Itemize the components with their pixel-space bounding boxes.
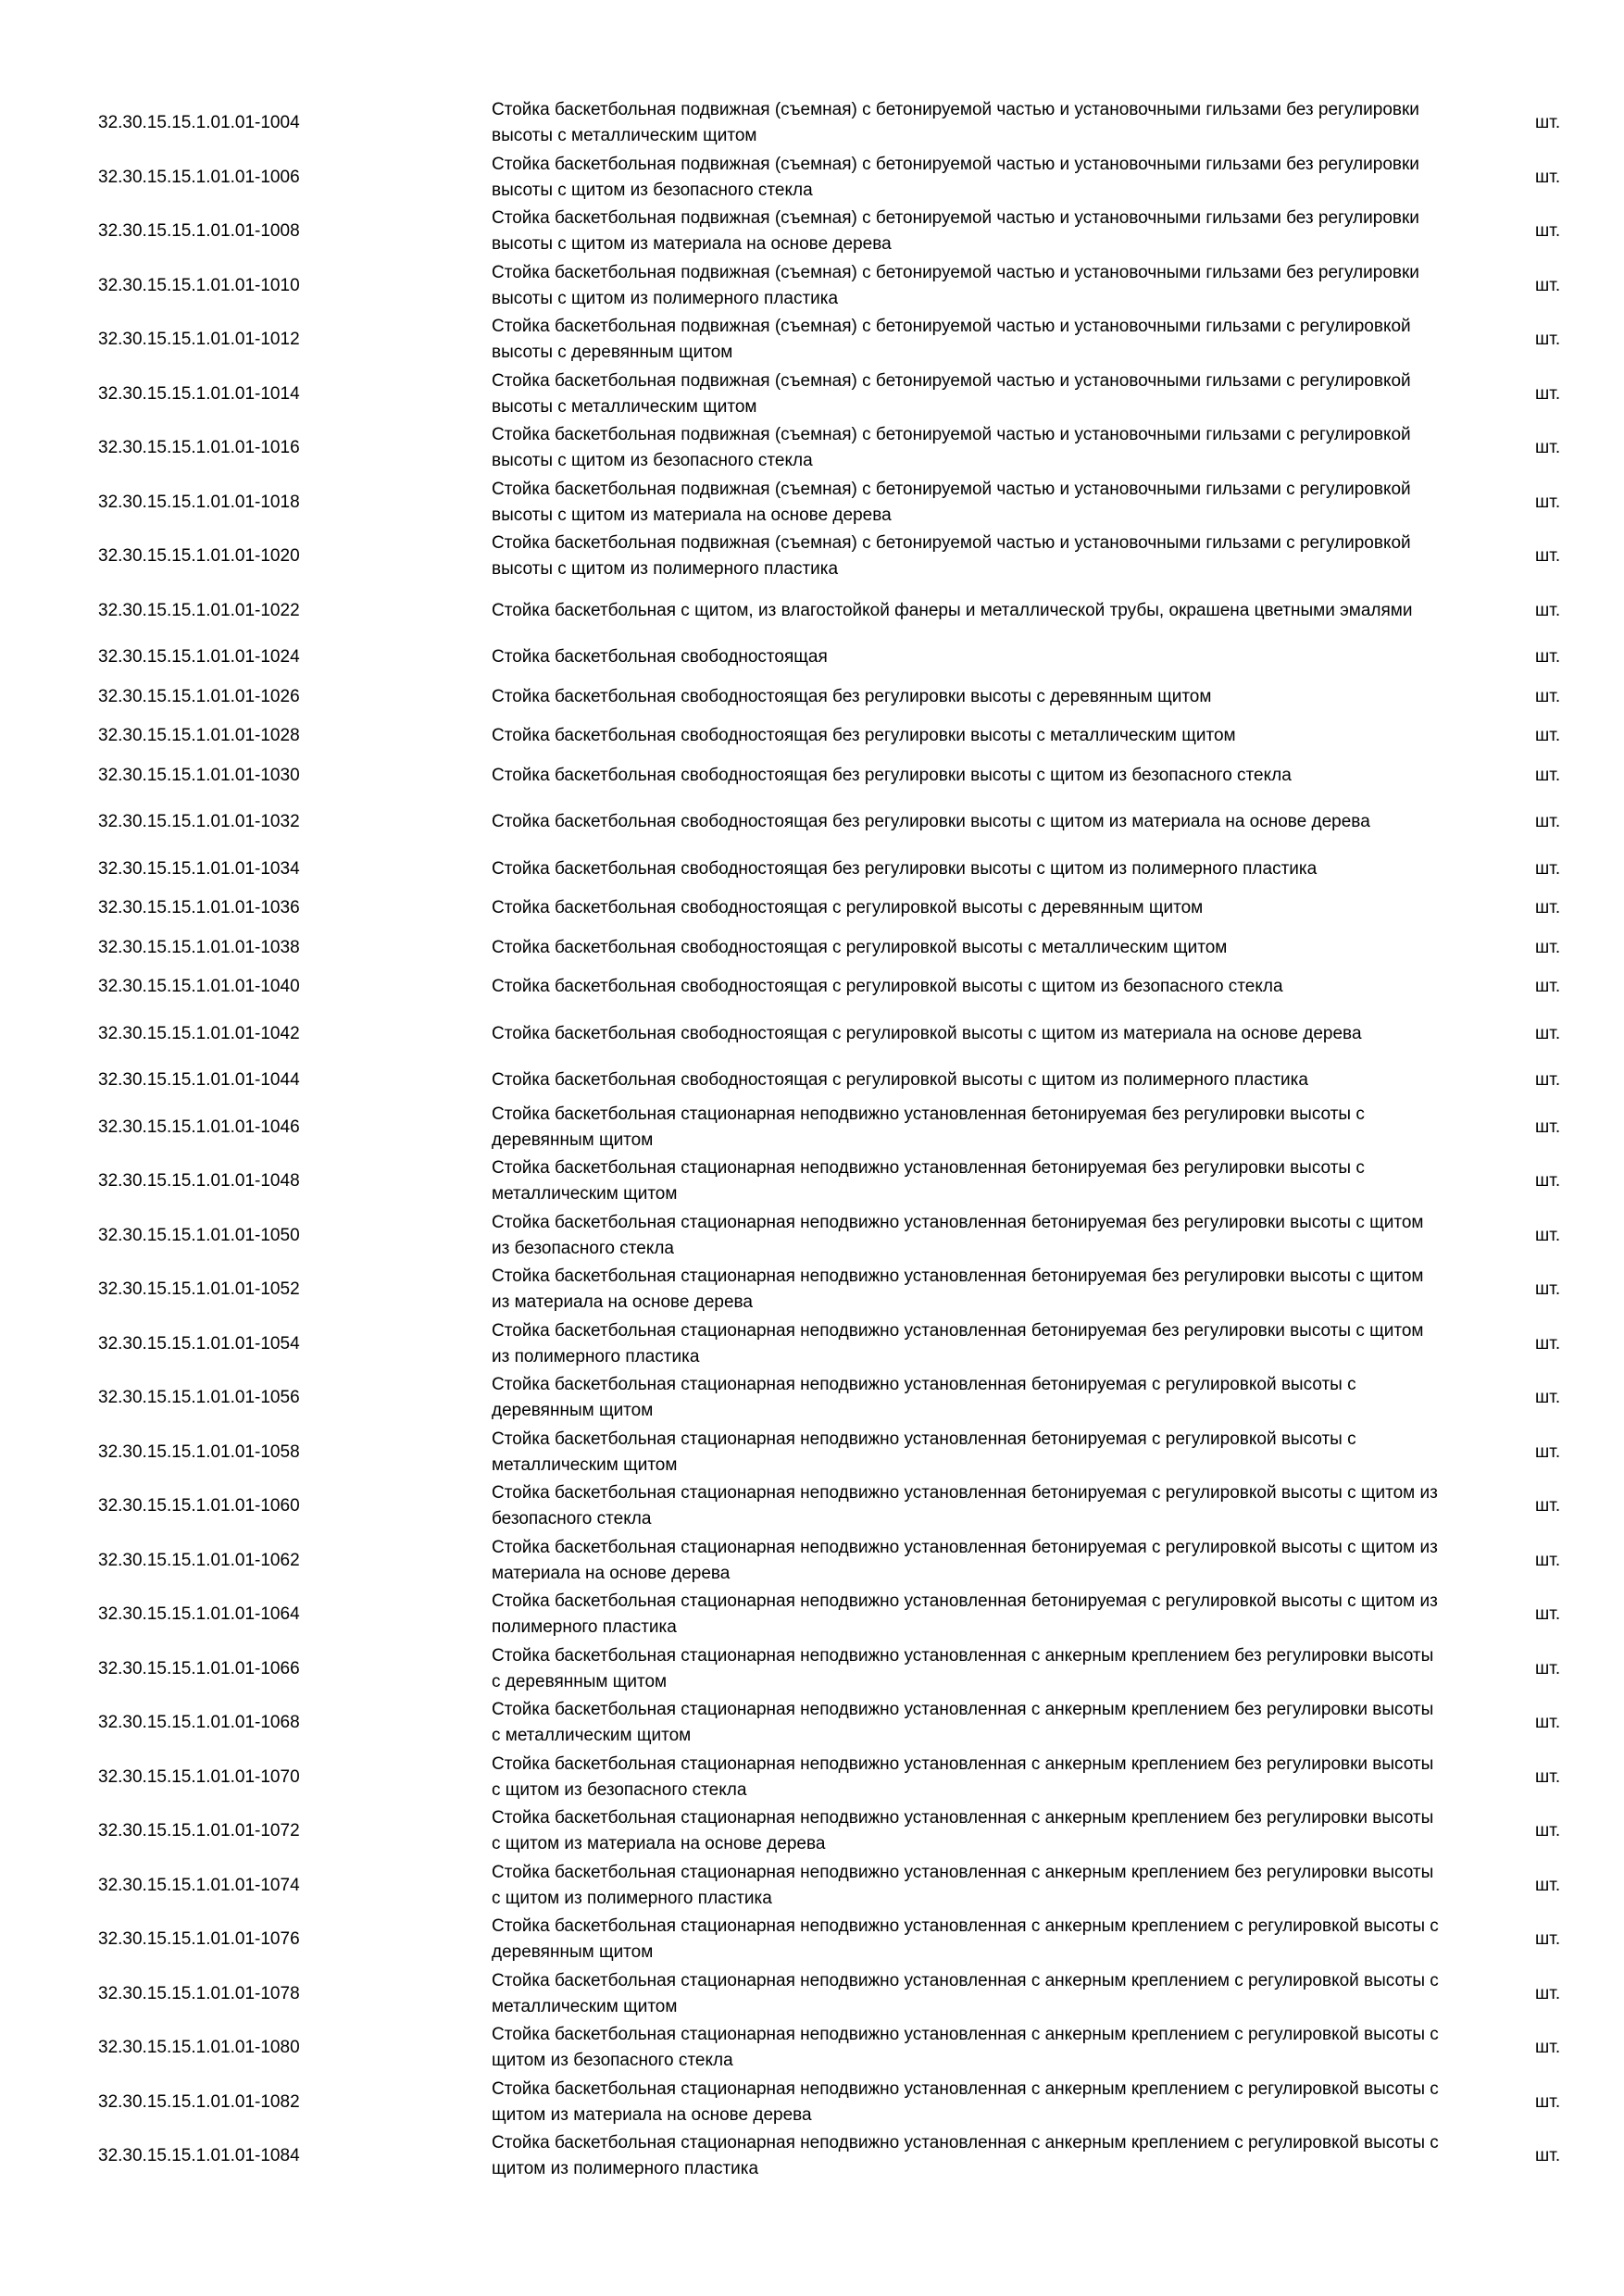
table-row — [0, 530, 1624, 584]
item-code: 32.30.15.15.1.01.01-1056 — [98, 1388, 300, 1408]
price-table — [0, 96, 1624, 2184]
item-unit: шт. — [1535, 765, 1561, 785]
table-row — [0, 638, 1624, 678]
item-description: Стойка баскетбольная стационарная неподвижно установленная бетонируемая с регулировкой высоты с щитом из безопасного стекла — [492, 1483, 1438, 1529]
table-row — [0, 1642, 1624, 1697]
item-code: 32.30.15.15.1.01.01-1042 — [98, 1023, 300, 1043]
item-unit: шт. — [1535, 1496, 1561, 1516]
table-row — [0, 1263, 1624, 1317]
item-code: 32.30.15.15.1.01.01-1060 — [98, 1496, 300, 1516]
item-description: Стойка баскетбольная с щитом, из влагостойкой фанеры и металлической трубы, окрашена цветными эмалями — [492, 600, 1413, 620]
item-description: Стойка баскетбольная подвижная (съемная) с бетонируемой частью и установочными гильзами без регулировки высоты с щитом из безопасного стекла — [492, 154, 1419, 200]
item-unit: шт. — [1535, 2146, 1561, 2166]
item-code: 32.30.15.15.1.01.01-1030 — [98, 765, 300, 785]
item-description: Стойка баскетбольная стационарная неподвижно установленная бетонируемая без регулировки высоты с щитом из безопасного стекла — [492, 1212, 1424, 1258]
item-description: Стойка баскетбольная подвижная (съемная) с бетонируемой частью и установочными гильзами без регулировки высоты с щитом из полимерного пластика — [492, 262, 1419, 308]
table-row — [0, 96, 1624, 151]
item-unit: шт. — [1535, 1333, 1561, 1354]
item-description: Стойка баскетбольная стационарная неподвижно установленная бетонируемая без регулировки высоты с щитом из полимерного пластика — [492, 1320, 1424, 1366]
item-description: Стойка баскетбольная свободностоящая с регулировкой высоты с щитом из полимерного пластика — [492, 1070, 1308, 1091]
table-row — [0, 756, 1624, 796]
item-code: 32.30.15.15.1.01.01-1034 — [98, 858, 300, 879]
item-code: 32.30.15.15.1.01.01-1076 — [98, 1929, 300, 1950]
item-unit: шт. — [1535, 1171, 1561, 1192]
item-code: 32.30.15.15.1.01.01-1082 — [98, 2091, 300, 2112]
item-code: 32.30.15.15.1.01.01-1014 — [98, 383, 300, 404]
item-code: 32.30.15.15.1.01.01-1046 — [98, 1117, 300, 1137]
item-description: Стойка баскетбольная свободностоящая без регулировки высоты с щитом из безопасного стекла — [492, 765, 1292, 785]
item-description: Стойка баскетбольная подвижная (съемная) с бетонируемой частью и установочными гильзами без регулировки высоты с металлическим щитом — [492, 100, 1419, 146]
item-description: Стойка баскетбольная стационарная неподвижно установленная с анкерным креплением с регулировкой высоты с деревянным щитом — [492, 1916, 1439, 1963]
table-row — [0, 1859, 1624, 1914]
item-unit: шт. — [1535, 977, 1561, 997]
table-row — [0, 1479, 1624, 1534]
item-unit: шт. — [1535, 113, 1561, 133]
item-code: 32.30.15.15.1.01.01-1044 — [98, 1070, 300, 1091]
item-code: 32.30.15.15.1.01.01-1032 — [98, 812, 300, 832]
table-row — [0, 1588, 1624, 1642]
item-code: 32.30.15.15.1.01.01-1040 — [98, 977, 300, 997]
item-unit: шт. — [1535, 167, 1561, 187]
table-row — [0, 2076, 1624, 2130]
item-unit: шт. — [1535, 647, 1561, 668]
table-row — [0, 151, 1624, 206]
table-row — [0, 313, 1624, 368]
table-row — [0, 476, 1624, 530]
item-code: 32.30.15.15.1.01.01-1036 — [98, 898, 300, 918]
table-row — [0, 2021, 1624, 2076]
table-row — [0, 1534, 1624, 1589]
item-code: 32.30.15.15.1.01.01-1078 — [98, 1983, 300, 2003]
item-unit: шт. — [1535, 1658, 1561, 1678]
item-description: Стойка баскетбольная стационарная неподвижно установленная с анкерным креплением с регулировкой высоты с щитом из безопасного стекла — [492, 2025, 1439, 2071]
table-row — [0, 967, 1624, 1007]
item-unit: шт. — [1535, 1766, 1561, 1787]
item-unit: шт. — [1535, 686, 1561, 706]
item-unit: шт. — [1535, 937, 1561, 957]
item-code: 32.30.15.15.1.01.01-1038 — [98, 937, 300, 957]
item-unit: шт. — [1535, 1388, 1561, 1408]
item-code: 32.30.15.15.1.01.01-1004 — [98, 113, 300, 133]
item-unit: шт. — [1535, 1070, 1561, 1091]
item-unit: шт. — [1535, 383, 1561, 404]
item-unit: шт. — [1535, 1821, 1561, 1841]
item-description: Стойка баскетбольная стационарная неподвижно установленная бетонируемая с регулировкой высоты с деревянным щитом — [492, 1375, 1356, 1421]
table-row — [0, 1371, 1624, 1426]
item-description: Стойка баскетбольная стационарная неподвижно установленная с анкерным креплением без регулировки высоты с щитом из полимерного пластика — [492, 1862, 1434, 1908]
item-description: Стойка баскетбольная стационарная неподвижно установленная с анкерным креплением без регулировки высоты с щитом из материала на основе дерева — [492, 1808, 1434, 1854]
item-code: 32.30.15.15.1.01.01-1022 — [98, 600, 300, 620]
item-unit: шт. — [1535, 2038, 1561, 2058]
table-row — [0, 795, 1624, 850]
table-row — [0, 850, 1624, 890]
item-unit: шт. — [1535, 1983, 1561, 2003]
item-unit: шт. — [1535, 1875, 1561, 1895]
table-row — [0, 889, 1624, 929]
item-description: Стойка баскетбольная стационарная неподвижно установленная бетонируемая без регулировки высоты с металлическим щитом — [492, 1158, 1365, 1204]
table-row — [0, 929, 1624, 968]
item-description: Стойка баскетбольная подвижная (съемная) с бетонируемой частью и установочными гильзами с регулировкой высоты с деревянным щитом — [492, 317, 1411, 363]
table-row — [0, 1101, 1624, 1155]
item-unit: шт. — [1535, 438, 1561, 458]
item-description: Стойка баскетбольная свободностоящая с регулировкой высоты с металлическим щитом — [492, 937, 1228, 957]
item-description: Стойка баскетбольная подвижная (съемная) с бетонируемой частью и установочными гильзами с регулировкой высоты с металлическим щитом — [492, 370, 1411, 417]
item-code: 32.30.15.15.1.01.01-1028 — [98, 726, 300, 746]
item-unit: шт. — [1535, 275, 1561, 295]
item-description: Стойка баскетбольная стационарная неподвижно установленная бетонируемая с регулировкой высоты с щитом из полимерного пластика — [492, 1591, 1438, 1638]
item-unit: шт. — [1535, 1225, 1561, 1245]
item-description: Стойка баскетбольная подвижная (съемная) с бетонируемой частью и установочными гильзами с регулировкой высоты с щитом из безопасного стекла — [492, 425, 1411, 471]
item-code: 32.30.15.15.1.01.01-1020 — [98, 546, 300, 567]
item-description: Стойка баскетбольная подвижная (съемная) с бетонируемой частью и установочными гильзами без регулировки высоты с щитом из материала на основе дерева — [492, 208, 1419, 255]
table-row — [0, 1061, 1624, 1101]
item-description: Стойка баскетбольная подвижная (съемная) с бетонируемой частью и установочными гильзами с регулировкой высоты с щитом из полимерного пластика — [492, 533, 1411, 580]
item-code: 32.30.15.15.1.01.01-1064 — [98, 1604, 300, 1625]
item-code: 32.30.15.15.1.01.01-1058 — [98, 1441, 300, 1462]
item-unit: шт. — [1535, 1929, 1561, 1950]
table-row — [0, 1209, 1624, 1264]
item-unit: шт. — [1535, 221, 1561, 242]
item-code: 32.30.15.15.1.01.01-1050 — [98, 1225, 300, 1245]
item-code: 32.30.15.15.1.01.01-1008 — [98, 221, 300, 242]
item-unit: шт. — [1535, 2091, 1561, 2112]
item-description: Стойка баскетбольная свободностоящая — [492, 647, 828, 668]
item-description: Стойка баскетбольная стационарная неподвижно установленная с анкерным креплением без регулировки высоты с деревянным щитом — [492, 1645, 1434, 1691]
item-code: 32.30.15.15.1.01.01-1016 — [98, 438, 300, 458]
table-row — [0, 205, 1624, 259]
item-description: Стойка баскетбольная свободностоящая без регулировки высоты с щитом из материала на основе дерева — [492, 812, 1370, 832]
table-row — [0, 1317, 1624, 1372]
item-unit: шт. — [1535, 1550, 1561, 1570]
item-code: 32.30.15.15.1.01.01-1080 — [98, 2038, 300, 2058]
table-row — [0, 259, 1624, 314]
item-description: Стойка баскетбольная свободностоящая с регулировкой высоты с щитом из материала на основе дерева — [492, 1023, 1362, 1043]
item-unit: шт. — [1535, 1604, 1561, 1625]
item-code: 32.30.15.15.1.01.01-1084 — [98, 2146, 300, 2166]
item-unit: шт. — [1535, 330, 1561, 350]
item-description: Стойка баскетбольная стационарная неподвижно установленная бетонируемая без регулировки высоты с деревянным щитом — [492, 1104, 1365, 1150]
item-code: 32.30.15.15.1.01.01-1074 — [98, 1875, 300, 1895]
table-row — [0, 1751, 1624, 1805]
item-code: 32.30.15.15.1.01.01-1024 — [98, 647, 300, 668]
item-code: 32.30.15.15.1.01.01-1010 — [98, 275, 300, 295]
item-code: 32.30.15.15.1.01.01-1068 — [98, 1713, 300, 1733]
item-unit: шт. — [1535, 1441, 1561, 1462]
item-description: Стойка баскетбольная свободностоящая без регулировки высоты с щитом из полимерного пластика — [492, 858, 1318, 879]
item-unit: шт. — [1535, 858, 1561, 879]
table-row — [0, 1007, 1624, 1062]
item-description: Стойка баскетбольная подвижная (съемная) с бетонируемой частью и установочными гильзами с регулировкой высоты с щитом из материала на основе дерева — [492, 479, 1411, 525]
table-row — [0, 1967, 1624, 2022]
item-unit: шт. — [1535, 726, 1561, 746]
item-unit: шт. — [1535, 812, 1561, 832]
item-code: 32.30.15.15.1.01.01-1026 — [98, 686, 300, 706]
item-description: Стойка баскетбольная стационарная неподвижно установленная бетонируемая без регулировки высоты с щитом из материала на основе дерева — [492, 1267, 1424, 1313]
item-unit: шт. — [1535, 1117, 1561, 1137]
item-description: Стойка баскетбольная свободностоящая с регулировкой высоты с деревянным щитом — [492, 898, 1204, 918]
table-row — [0, 1913, 1624, 1967]
item-code: 32.30.15.15.1.01.01-1052 — [98, 1279, 300, 1300]
item-description: Стойка баскетбольная стационарная неподвижно установленная бетонируемая с регулировкой высоты с щитом из материала на основе дерева — [492, 1537, 1438, 1583]
item-code: 32.30.15.15.1.01.01-1012 — [98, 330, 300, 350]
item-description: Стойка баскетбольная стационарная неподвижно установленная с анкерным креплением с регулировкой высоты с металлическим щитом — [492, 1970, 1439, 2016]
table-row — [0, 1426, 1624, 1480]
item-description: Стойка баскетбольная свободностоящая с регулировкой высоты с щитом из безопасного стекла — [492, 977, 1283, 997]
item-description: Стойка баскетбольная стационарная неподвижно установленная с анкерным креплением без регулировки высоты с щитом из безопасного стекла — [492, 1753, 1434, 1800]
table-row — [0, 717, 1624, 756]
item-unit: шт. — [1535, 1713, 1561, 1733]
item-description: Стойка баскетбольная свободностоящая без регулировки высоты с металлическим щитом — [492, 726, 1236, 746]
item-unit: шт. — [1535, 1279, 1561, 1300]
table-row — [0, 1696, 1624, 1751]
item-code: 32.30.15.15.1.01.01-1066 — [98, 1658, 300, 1678]
table-row — [0, 1154, 1624, 1209]
table-row — [0, 2129, 1624, 2184]
item-unit: шт. — [1535, 1023, 1561, 1043]
item-description: Стойка баскетбольная стационарная неподвижно установленная с анкерным креплением без регулировки высоты с металлическим щитом — [492, 1700, 1434, 1746]
table-row — [0, 678, 1624, 718]
item-code: 32.30.15.15.1.01.01-1072 — [98, 1821, 300, 1841]
item-unit: шт. — [1535, 898, 1561, 918]
item-description: Стойка баскетбольная свободностоящая без регулировки высоты с деревянным щитом — [492, 686, 1212, 706]
item-description: Стойка баскетбольная стационарная неподвижно установленная бетонируемая с регулировкой высоты с металлическим щитом — [492, 1429, 1356, 1475]
table-row — [0, 368, 1624, 422]
item-code: 32.30.15.15.1.01.01-1070 — [98, 1766, 300, 1787]
item-description: Стойка баскетбольная стационарная неподвижно установленная с анкерным креплением с регулировкой высоты с щитом из материала на основе дерева — [492, 2078, 1439, 2125]
table-row — [0, 421, 1624, 476]
table-row — [0, 1804, 1624, 1859]
item-description: Стойка баскетбольная стационарная неподвижно установленная с анкерным креплением с регулировкой высоты с щитом из полимерного пластика — [492, 2133, 1439, 2179]
item-code: 32.30.15.15.1.01.01-1006 — [98, 167, 300, 187]
table-row — [0, 584, 1624, 639]
item-unit: шт. — [1535, 546, 1561, 567]
item-code: 32.30.15.15.1.01.01-1018 — [98, 492, 300, 512]
item-unit: шт. — [1535, 600, 1561, 620]
item-code: 32.30.15.15.1.01.01-1048 — [98, 1171, 300, 1192]
item-code: 32.30.15.15.1.01.01-1054 — [98, 1333, 300, 1354]
item-code: 32.30.15.15.1.01.01-1062 — [98, 1550, 300, 1570]
item-unit: шт. — [1535, 492, 1561, 512]
